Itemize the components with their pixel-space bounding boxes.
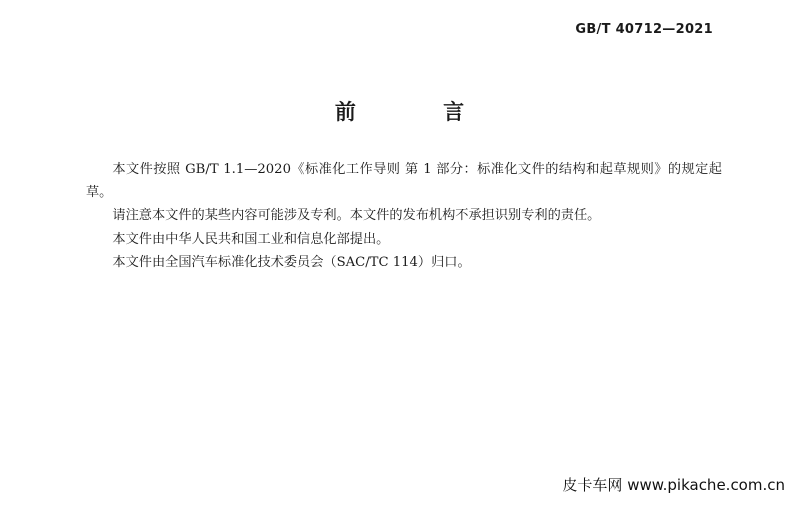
paragraph-administrator: 本文件由全国汽车标准化技术委员会（SAC/TC 114）归口。 (112, 254, 471, 270)
site-watermark: 皮卡车网 www.pikache.com.cn (562, 476, 785, 494)
paragraph-drafting-rules: 本文件按照 GB/T 1.1—2020《标准化工作导则 第 1 部分：标准化文件的结构和起草规则》的规定起草。 (86, 162, 722, 201)
foreword-body (86, 158, 722, 274)
standard-code: GB/T 40712—2021 (575, 22, 713, 37)
paragraph-patent-notice: 请注意本文件的某些内容可能涉及专利。本文件的发布机构不承担识别专利的责任。 (112, 208, 601, 224)
page-title: 前 言 (334, 99, 505, 124)
paragraph-proposer: 本文件由中华人民共和国工业和信息化部提出。 (112, 231, 390, 247)
